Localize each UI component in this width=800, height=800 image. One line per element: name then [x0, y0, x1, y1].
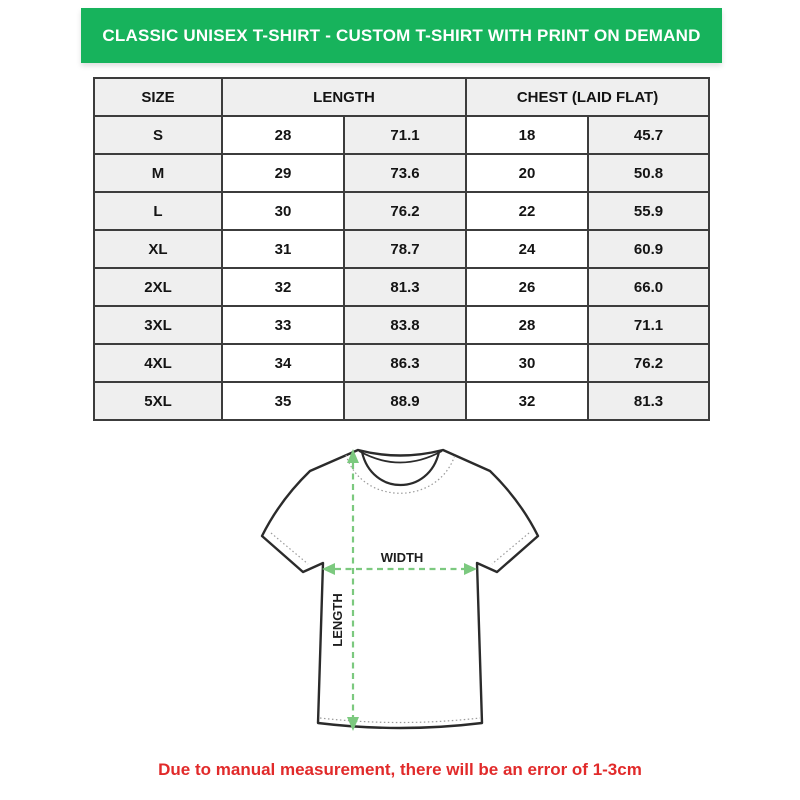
col-header-length: LENGTH: [222, 78, 466, 116]
col-header-chest: CHEST (LAID FLAT): [466, 78, 709, 116]
product-title-banner: [81, 8, 722, 63]
chest-cm-cell: 76.2: [588, 344, 709, 382]
length-inches-cell: 35: [222, 382, 344, 420]
length-inches-cell: 32: [222, 268, 344, 306]
size-cell: M: [94, 154, 222, 192]
size-cell: 4XL: [94, 344, 222, 382]
chest-inches-cell: 20: [466, 154, 588, 192]
chest-cm-cell: 60.9: [588, 230, 709, 268]
length-cm-cell: 88.9: [344, 382, 466, 420]
chest-inches-cell: 22: [466, 192, 588, 230]
chest-inches-cell: 18: [466, 116, 588, 154]
size-row: [94, 116, 709, 154]
chest-cm-cell: 45.7: [588, 116, 709, 154]
size-row: [94, 344, 709, 382]
length-cm-cell: 78.7: [344, 230, 466, 268]
length-cm-cell: 83.8: [344, 306, 466, 344]
length-inches-cell: 31: [222, 230, 344, 268]
tshirt-diagram: [240, 430, 560, 750]
chest-inches-cell: 26: [466, 268, 588, 306]
length-cm-cell: 71.1: [344, 116, 466, 154]
size-table-body: [94, 116, 709, 420]
size-row: [94, 154, 709, 192]
length-cm-cell: 81.3: [344, 268, 466, 306]
length-label: LENGTH: [330, 593, 345, 647]
size-row: [94, 268, 709, 306]
chest-cm-cell: 55.9: [588, 192, 709, 230]
chest-inches-cell: 28: [466, 306, 588, 344]
size-cell: XL: [94, 230, 222, 268]
header-row: [94, 78, 709, 116]
size-cell: S: [94, 116, 222, 154]
size-row: [94, 306, 709, 344]
size-chart-table: [93, 77, 710, 421]
chest-inches-cell: 30: [466, 344, 588, 382]
product-title: CLASSIC UNISEX T-SHIRT - CUSTOM T-SHIRT WITH PRINT ON DEMAND: [102, 25, 701, 45]
size-row: [94, 382, 709, 420]
length-cm-cell: 76.2: [344, 192, 466, 230]
length-inches-cell: 28: [222, 116, 344, 154]
chest-inches-cell: 32: [466, 382, 588, 420]
chest-cm-cell: 50.8: [588, 154, 709, 192]
chest-cm-cell: 71.1: [588, 306, 709, 344]
measurement-note: Due to manual measurement, there will be an error of 1-3cm: [158, 760, 642, 779]
size-cell: 3XL: [94, 306, 222, 344]
chest-cm-cell: 66.0: [588, 268, 709, 306]
size-row: [94, 230, 709, 268]
length-inches-cell: 29: [222, 154, 344, 192]
length-inches-cell: 33: [222, 306, 344, 344]
tshirt-outline: [262, 450, 538, 728]
length-cm-cell: 86.3: [344, 344, 466, 382]
size-row: [94, 192, 709, 230]
col-header-size: SIZE: [94, 78, 222, 116]
width-label: WIDTH: [380, 550, 424, 565]
tshirt-svg: [240, 430, 560, 750]
length-cm-cell: 73.6: [344, 154, 466, 192]
size-cell: 2XL: [94, 268, 222, 306]
length-inches-cell: 30: [222, 192, 344, 230]
size-table-header: [94, 78, 709, 116]
chest-cm-cell: 81.3: [588, 382, 709, 420]
length-inches-cell: 34: [222, 344, 344, 382]
chest-inches-cell: 24: [466, 230, 588, 268]
size-cell: L: [94, 192, 222, 230]
size-cell: 5XL: [94, 382, 222, 420]
